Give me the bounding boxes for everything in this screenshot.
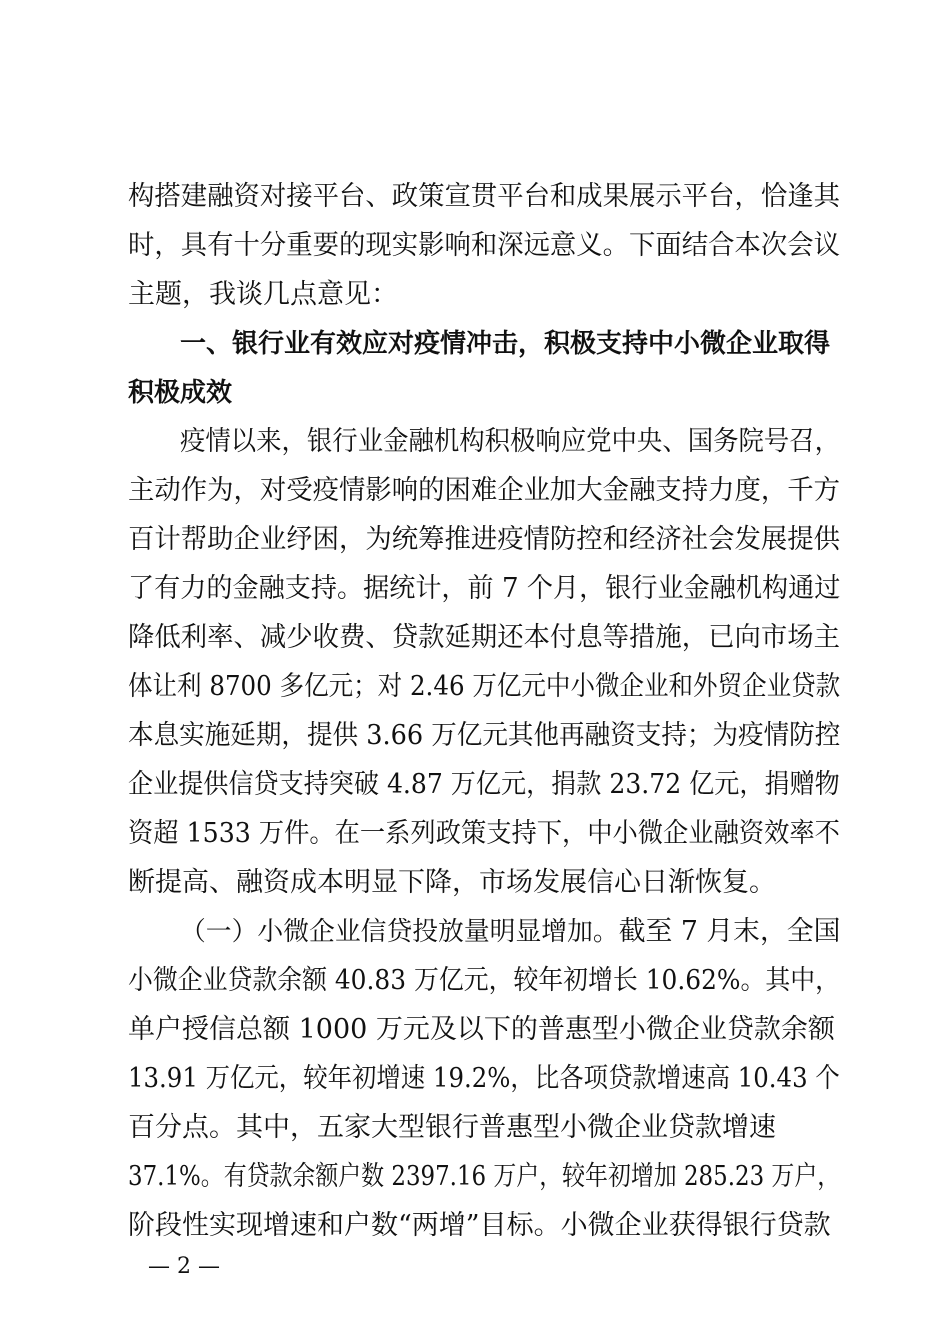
text-line: 小微企业贷款余额 40.83 万亿元，较年初增长 10.62%。其中，	[128, 965, 841, 996]
text-line: 降低利率、减少收费、贷款延期还本付息等措施，已向市场主	[128, 622, 841, 653]
text-line: 百分点。其中，五家大型银行普惠型小微企业贷款增速	[128, 1112, 776, 1143]
text-line: 时，具有十分重要的现实影响和深远意义。下面结合本次会议	[128, 230, 841, 261]
text-line: 37.1%。有贷款余额户数 2397.16 万户，较年初增加 285.23 万户，	[128, 1161, 841, 1192]
text-line: 主题，我谈几点意见：	[128, 279, 398, 310]
text-line: 疫情以来，银行业金融机构积极响应党中央、国务院号召，	[180, 426, 841, 457]
text-line: 主动作为，对受疫情影响的困难企业加大金融支持力度，千方	[128, 475, 841, 506]
text-line: 了有力的金融支持。据统计，前 7 个月，银行业金融机构通过	[128, 573, 841, 604]
section-heading-cont: 积极成效	[128, 378, 233, 408]
text-line: 百计帮助企业纾困，为统筹推进疫情防控和经济社会发展提供	[128, 524, 841, 555]
text-line: 断提高、融资成本明显下降，市场发展信心日渐恢复。	[128, 867, 776, 898]
text-line: 构搭建融资对接平台、政策宣贯平台和成果展示平台，恰逢其	[128, 181, 841, 212]
text-line: 单户授信总额 1000 万元及以下的普惠型小微企业贷款余额	[128, 1014, 835, 1045]
text-line: 资超 1533 万件。在一系列政策支持下，中小微企业融资效率不	[128, 818, 840, 849]
subsection-text: 截至 7 月末，全国	[618, 916, 841, 947]
subsection-line	[180, 913, 840, 951]
text-line: 13.91 万亿元，较年初增速 19.2%，比各项贷款增速高 10.43 个	[128, 1063, 840, 1094]
subsection-heading: （一）小微企业信贷投放量明显增加。	[180, 917, 619, 947]
text-line: 阶段性实现增速和户数“两增”目标。小微企业获得银行贷款	[128, 1210, 831, 1241]
text-line: 企业提供信贷支持突破 4.87 万亿元，捐款 23.72 亿元，捐赠物	[128, 769, 840, 800]
text-line: 本息实施延期，提供 3.66 万亿元其他再融资支持；为疫情防控	[128, 720, 841, 751]
text-line: 体让利 8700 多亿元；对 2.46 万亿元中小微企业和外贸企业贷款	[128, 671, 841, 702]
page-number: — 2 —	[148, 1254, 220, 1279]
section-heading: 一、银行业有效应对疫情冲击，积极支持中小微企业取得	[180, 329, 831, 359]
